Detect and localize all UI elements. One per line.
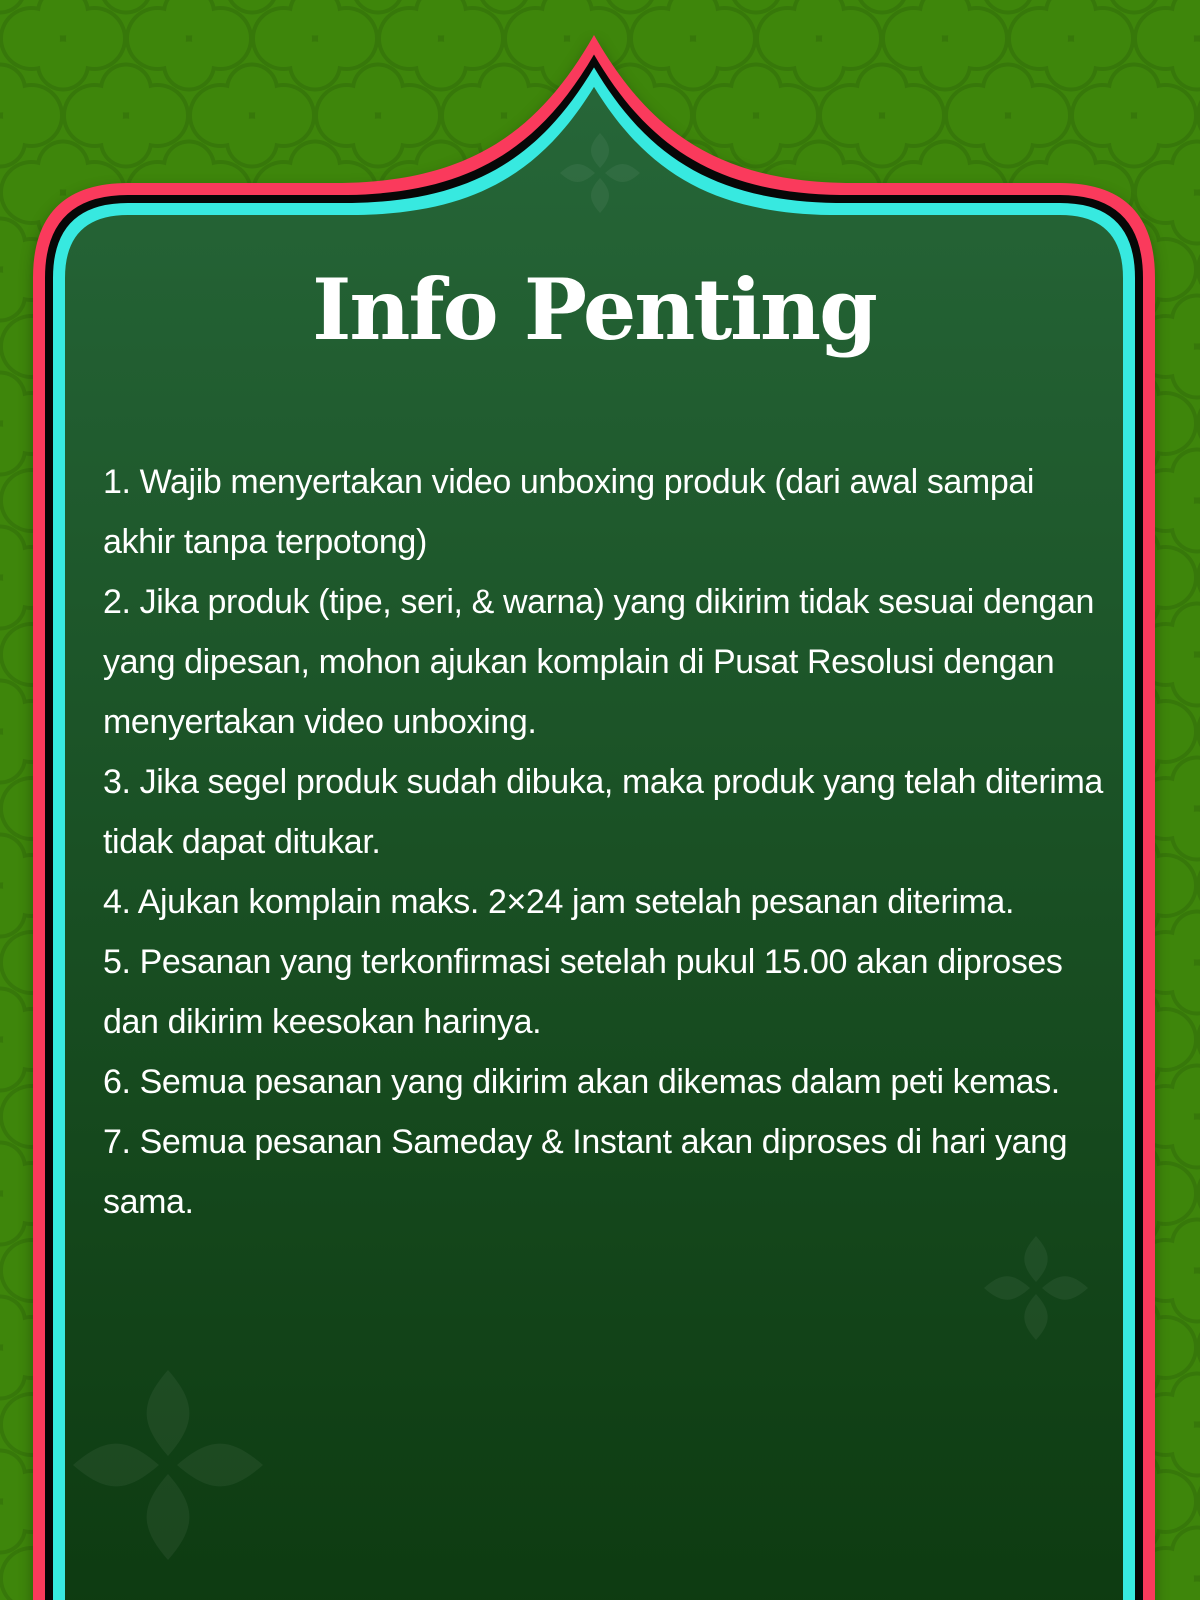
- card-content: [65, 0, 1123, 1600]
- page-title: Info Penting: [312, 260, 876, 359]
- list-item: 4. Ajukan komplain maks. 2×24 jam setelah pesanan diterima.: [103, 883, 1014, 921]
- list-item: 6. Semua pesanan yang dikirim akan dikemas dalam peti kemas.: [103, 1063, 1060, 1101]
- list-item: 2. Jika produk (tipe, seri, & warna) yang dikirim tidak sesuai dengan yang dipesan, mohon ajukan komplain di Pusat Resolusi dengan menyertakan video unboxing.: [103, 583, 1095, 741]
- info-list: [103, 452, 1105, 1232]
- list-item: 3. Jika segel produk sudah dibuka, maka produk yang telah diterima tidak dapat ditukar.: [103, 763, 1103, 861]
- list-item: 7. Semua pesanan Sameday & Instant akan diproses di hari yang sama.: [103, 1123, 1068, 1221]
- list-item: 1. Wajib menyertakan video unboxing produk (dari awal sampai akhir tanpa terpotong): [103, 463, 1035, 561]
- list-item: 5. Pesanan yang terkonfirmasi setelah pukul 15.00 akan diproses dan dikirim keesokan harinya.: [103, 943, 1063, 1041]
